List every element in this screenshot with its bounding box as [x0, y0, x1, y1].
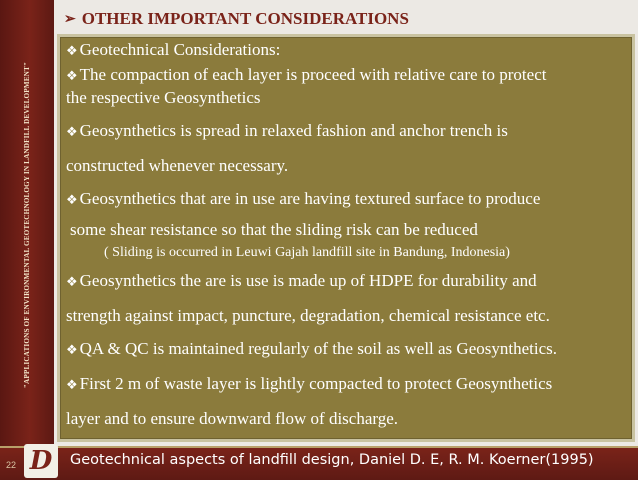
text-line-continued: the respective Geosynthetics	[66, 88, 261, 107]
text-line: QA & QC is maintained regularly of the soil as well as Geosynthetics.	[79, 339, 557, 358]
text-line: Geosynthetics is spread in relaxed fashion and anchor trench is	[79, 121, 508, 140]
bullet-geotechnical	[66, 39, 626, 62]
bullet-qa-qc	[66, 338, 626, 361]
diamond-bullet-icon: ❖	[66, 275, 78, 290]
bullet-hdpe	[66, 270, 626, 293]
text-line: First 2 m of waste layer is lightly compacted to protect Geosynthetics	[79, 374, 553, 393]
content-panel	[57, 34, 635, 442]
sliding-note: ( Sliding is occurred in Leuwi Gajah landfill site in Bandung, Indonesia)	[104, 245, 510, 260]
footer-band	[0, 446, 638, 480]
bullet-waste-layer	[66, 373, 626, 396]
diamond-bullet-icon: ❖	[66, 378, 78, 393]
diamond-bullet-icon: ❖	[66, 193, 78, 208]
diamond-bullet-icon: ❖	[66, 343, 78, 358]
logo	[24, 444, 58, 478]
text-line: Geosynthetics the are is use is made up of HDPE for durability and	[79, 271, 537, 290]
sidebar-band	[0, 0, 54, 478]
logo-letter: D	[29, 446, 53, 476]
diamond-bullet-icon: ❖	[66, 125, 78, 140]
sidebar-vertical-title: "APPLICATIONS OF ENVIRONMENTAL GEOTECHNOLOGY IN LANDFILL DEVELOPMENT"	[23, 61, 31, 389]
text-line: The compaction of each layer is proceed with relative care to protect	[79, 65, 547, 84]
bullet-compaction	[66, 64, 626, 87]
arrow-bullet-icon: ➢	[64, 11, 76, 27]
text-line-continued: strength against impact, puncture, degradation, chemical resistance etc.	[66, 306, 550, 325]
text-line: Geosynthetics that are in use are having textured surface to produce	[79, 189, 541, 208]
bullet-spread	[66, 120, 626, 143]
diamond-bullet-icon: ❖	[66, 44, 78, 59]
bullet-textured	[66, 188, 626, 211]
text-line-continued: layer and to ensure downward flow of discharge.	[66, 409, 399, 428]
text-line-continued: constructed whenever necessary.	[66, 156, 289, 175]
text-line: Geotechnical Considerations:	[79, 40, 281, 59]
diamond-bullet-icon: ❖	[66, 69, 78, 84]
slide-header	[64, 6, 624, 32]
text-line-continued: some shear resistance so that the sliding risk can be reduced	[70, 220, 478, 239]
slide-title: OTHER IMPORTANT CONSIDERATIONS	[81, 9, 409, 28]
footer-citation: Geotechnical aspects of landfill design, Daniel D. E, R. M. Koerner(1995)	[70, 452, 594, 468]
page-number: 22	[6, 460, 17, 470]
